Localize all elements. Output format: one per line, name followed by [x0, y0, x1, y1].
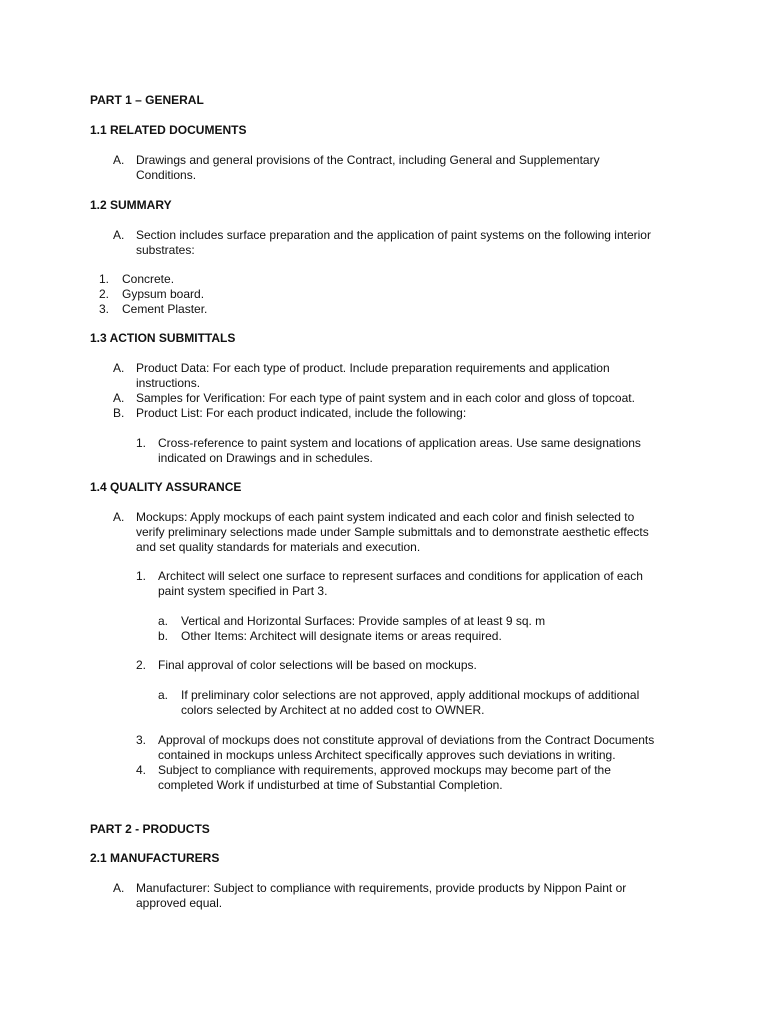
item-text-line: colors selected by Architect at no added cost to OWNER.	[181, 703, 485, 717]
item-label: a.	[158, 614, 169, 628]
item-label: 1.	[136, 436, 147, 450]
item-label: 3.	[136, 733, 147, 747]
part2-title: PART 2 - PRODUCTS	[90, 822, 210, 836]
section-2-1-heading: 2.1 MANUFACTURERS	[90, 851, 220, 865]
item-label: B.	[113, 406, 125, 420]
item-text-line: and set quality standards for materials and execution.	[136, 540, 421, 554]
item-text-line: Mockups: Apply mockups of each paint system indicated and each color and finish selected to	[136, 510, 635, 524]
item-text-line: Product Data: For each type of product. Include preparation requirements and application	[136, 361, 610, 375]
item-label: 1.	[136, 569, 147, 583]
item-label: a.	[158, 688, 169, 702]
section-1-1-heading: 1.1 RELATED DOCUMENTS	[90, 123, 247, 137]
list-item-text: Cement Plaster.	[122, 302, 208, 316]
list-item-label: 2.	[99, 287, 110, 301]
list-item-text: Gypsum board.	[122, 287, 205, 301]
item-text-line: Drawings and general provisions of the Contract, including General and Supplementary	[136, 153, 600, 167]
item-text-line: Approval of mockups does not constitute approval of deviations from the Contract Documents	[158, 733, 655, 747]
section-1-2-heading: 1.2 SUMMARY	[90, 198, 172, 212]
part1-title: PART 1 – GENERAL	[90, 93, 204, 107]
item-label: 2.	[136, 658, 147, 672]
item-text-line: paint system specified in Part 3.	[158, 584, 328, 598]
item-text-line: Final approval of color selections will be based on mockups.	[158, 658, 477, 672]
item-text-line: Other Items: Architect will designate items or areas required.	[181, 629, 502, 643]
item-text-line: completed Work if undisturbed at time of Substantial Completion.	[158, 778, 503, 792]
item-text-line: Product List: For each product indicated, include the following:	[136, 406, 467, 420]
list-item-label: 3.	[99, 302, 110, 316]
item-text-line: approved equal.	[136, 896, 223, 910]
item-label: A.	[113, 153, 125, 167]
item-text-line: Section includes surface preparation and the application of paint systems on the following interior	[136, 228, 651, 242]
item-text-line: substrates:	[136, 243, 195, 257]
item-label: A.	[113, 391, 125, 405]
item-label: A.	[113, 510, 125, 524]
item-label: 4.	[136, 763, 147, 777]
list-item-text: Concrete.	[122, 272, 175, 286]
item-text-line: contained in mockups unless Architect specifically approves such deviations in writing.	[158, 748, 616, 762]
item-text-line: Architect will select one surface to represent surfaces and conditions for application of each	[158, 569, 643, 583]
item-label: A.	[113, 228, 125, 242]
item-label: A.	[113, 881, 125, 895]
item-label: A.	[113, 361, 125, 375]
item-label: b.	[158, 629, 169, 643]
item-text-line: Cross-reference to paint system and locations of application areas. Use same designations	[158, 436, 641, 450]
item-text-line: If preliminary color selections are not approved, apply additional mockups of additional	[181, 688, 640, 702]
item-text-line: Manufacturer: Subject to compliance with requirements, provide products by Nippon Paint or	[136, 881, 627, 895]
item-text-line: indicated on Drawings and in schedules.	[158, 451, 373, 465]
section-1-4-heading: 1.4 QUALITY ASSURANCE	[90, 480, 242, 494]
item-text-line: verify preliminary selections made under Sample submittals and to demonstrate aesthetic effects	[136, 525, 649, 539]
item-text-line: Subject to compliance with requirements, approved mockups may become part of the	[158, 763, 611, 777]
list-item-label: 1.	[99, 272, 110, 286]
section-1-3-heading: 1.3 ACTION SUBMITTALS	[90, 331, 236, 345]
item-text-line: Vertical and Horizontal Surfaces: Provide samples of at least 9 sq. m	[181, 614, 546, 628]
item-text-line: Samples for Verification: For each type of paint system and in each color and gloss of topcoat.	[136, 391, 635, 405]
item-text-line: instructions.	[136, 376, 201, 390]
item-text-line: Conditions.	[136, 168, 197, 182]
